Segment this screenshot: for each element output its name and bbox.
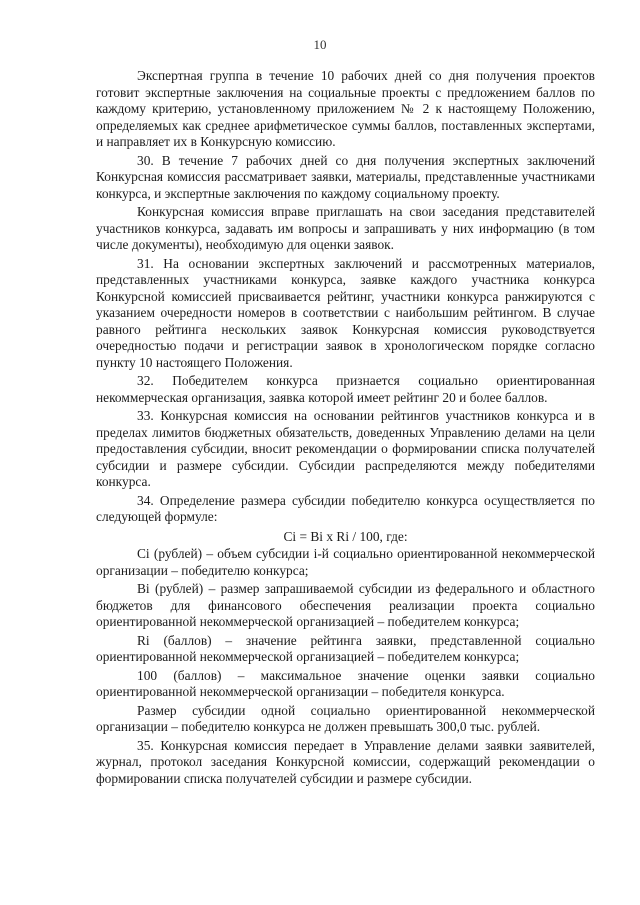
paragraph-34: 34. Определение размера субсидии победителю конкурса осуществляется по следующей формуле: — [96, 492, 595, 524]
paragraph-31: 31. На основании экспертных заключений и рассмотренных материалов, представленных участниками конкурса, заявке каждого участника конкурса Конкурсной комиссией присваивается рейтинг, участники конкурса ранжируются с указанием очередности номеров в соответствии с наибольшим рейтингом. В случае равного рейтинга нескольких заявок Конкурсная комиссия руководствуется очередностью подачи и регистрации заявок в хронологическом порядке согласно пункту 10 настоящего Положения. — [96, 255, 595, 370]
subsidy-formula: Ci = Bi x Ri / 100, где: — [283, 528, 408, 544]
definition-ci: Ci (рублей) – объем субсидии i-й социально ориентированной некоммерческой организации – победителю конкурса; — [96, 546, 595, 578]
paragraph-30: 30. В течение 7 рабочих дней со дня получения экспертных заключений Конкурсная комиссия рассматривает заявки, материалы, представленные участниками конкурса, и экспертные заключения по каждому социальному проекту. — [96, 152, 595, 201]
definition-ri: Ri (баллов) – значение рейтинга заявки, представленной социально ориентированной некоммерческой организацией – победителем конкурса; — [96, 632, 595, 664]
page-number: 10 — [313, 37, 327, 52]
document-body — [96, 68, 595, 789]
paragraph-32: 32. Победителем конкурса признается социально ориентированная некоммерческая организация, заявка которой имеет рейтинг 20 и более баллов. — [96, 373, 595, 405]
paragraph-subsidy-limit: Размер субсидии одной социально ориентированной некоммерческой организации – победителю конкурса не должен превышать 300,0 тыс. рублей. — [96, 702, 595, 734]
paragraph-33: 33. Конкурсная комиссия на основании рейтингов участников конкурса и в пределах лимитов бюджетных обязательств, доведенных Управлению делами на цели предоставления субсидии, вносит рекомендации о формировании списка получателей субсидии и размере субсидии. Субсидии распределяются между победителями конкурса. — [96, 408, 595, 489]
definition-100: 100 (баллов) – максимальное значение оценки заявки социально ориентированной некоммерческой организации – победителя конкурса. — [96, 667, 595, 699]
definition-bi: Bi (рублей) – размер запрашиваемой субсидии из федерального и областного бюджетов для финансового обеспечения реализации проекта социально ориентированной некоммерческой организацией – победителем конкурса; — [96, 581, 595, 629]
paragraph-commission-invite: Конкурсная комиссия вправе приглашать на свои заседания представителей участников конкурса, задавать им вопросы и запрашивать у них информацию (в том числе документы), необходимую для оценки заявок. — [96, 204, 595, 252]
paragraph-expert-group: Экспертная группа в течение 10 рабочих дней со дня получения проектов готовит экспертные заключения на социальные проекты с предложением баллов по каждому критерию, установленному приложением № 2 к настоящему Положению, определяемых как среднее арифметическое суммы баллов, поставленных экспертами, и направляет их в Конкурсную комиссию. — [96, 68, 595, 149]
paragraph-35: 35. Конкурсная комиссия передает в Управление делами заявки заявителей, журнал, протокол заседания Конкурсной комиссии, содержащий рекомендации о формировании списка получателей субсидии и размере субсидии. — [96, 737, 595, 786]
